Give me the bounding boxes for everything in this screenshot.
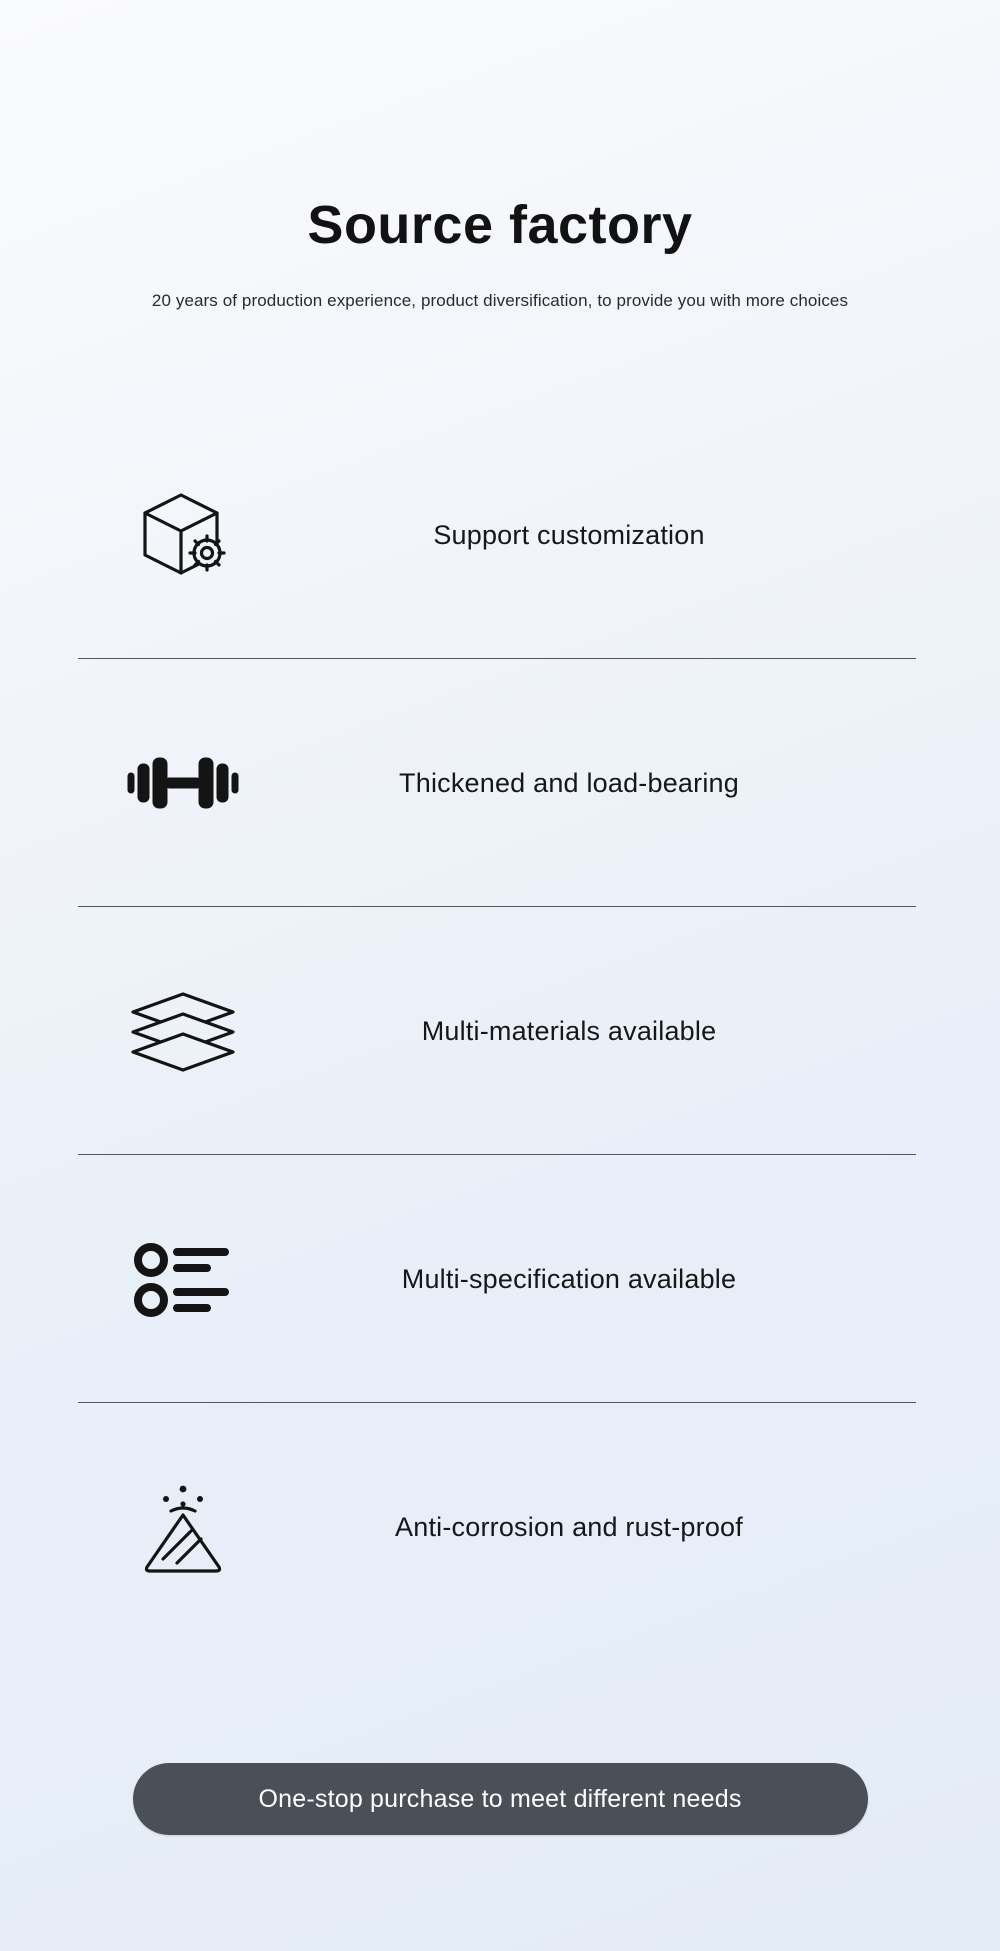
- cta-container: [0, 1763, 1000, 1835]
- feature-label: Multi-materials available: [421, 1015, 717, 1046]
- page-subtitle: 20 years of production experience, product diversification, to provide you with more choices: [151, 291, 849, 311]
- feature-label: Support customization: [433, 519, 705, 550]
- feature-row: [78, 659, 930, 907]
- dumbbell-icon: [78, 748, 288, 818]
- anti-corrosion-icon: [78, 1475, 288, 1579]
- feature-row: [78, 411, 930, 659]
- feature-row: [78, 1155, 930, 1403]
- page-header: [0, 0, 1000, 311]
- settings-list-icon: [78, 1236, 288, 1322]
- box-gear-icon: [78, 483, 288, 587]
- one-stop-purchase-button[interactable]: One-stop purchase to meet different needs: [133, 1763, 868, 1835]
- page-title: Source factory: [307, 195, 693, 255]
- layers-icon: [78, 988, 288, 1074]
- feature-list: [0, 411, 1000, 1651]
- feature-row: [78, 907, 930, 1155]
- feature-label: Multi-specification available: [401, 1263, 737, 1294]
- feature-row: [78, 1403, 930, 1651]
- feature-label: Anti-corrosion and rust-proof: [395, 1511, 743, 1542]
- feature-label: Thickened and load-bearing: [399, 767, 739, 798]
